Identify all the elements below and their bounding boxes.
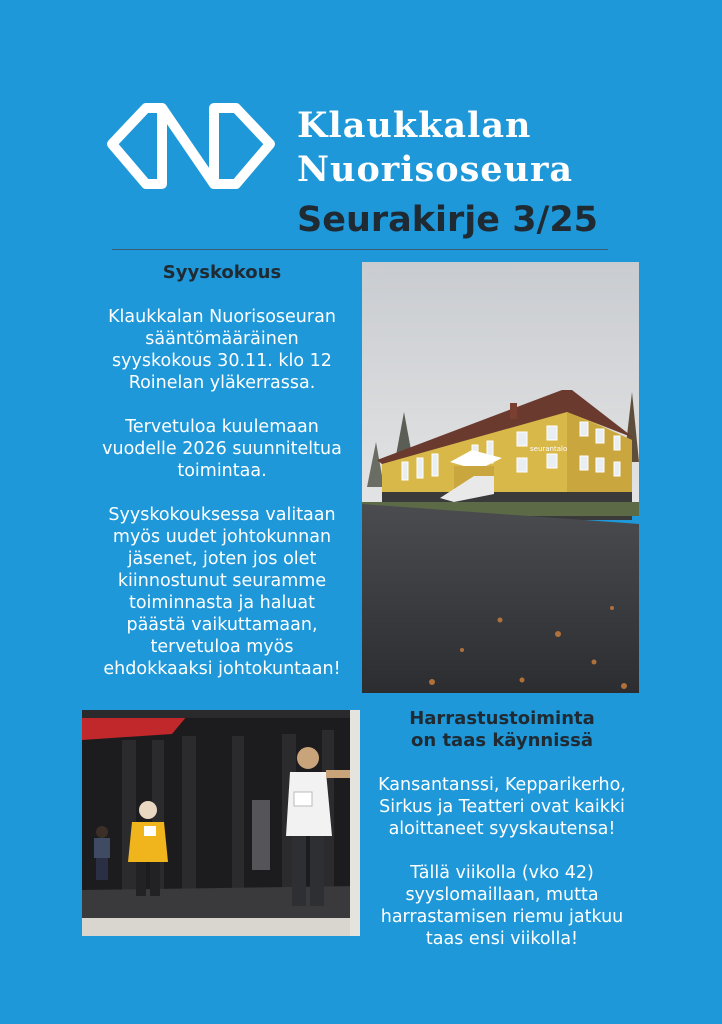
- theatre-photo: [82, 710, 360, 936]
- text-line: Tervetuloa kuulemaan: [125, 417, 319, 437]
- building-photo: [362, 262, 639, 693]
- text-line: harrastamisen riemu jatkuu: [380, 907, 624, 927]
- text-line: myös uudet johtokunnan: [112, 527, 332, 547]
- building-sign: seurantalo: [530, 445, 568, 453]
- org-name-line1: Klaukkalan: [297, 105, 532, 146]
- text-line: taas ensi viikolla!: [425, 929, 579, 949]
- text-line: tervetuloa myös: [150, 637, 294, 657]
- text-line: ehdokkaaksi johtokuntaan!: [103, 659, 341, 679]
- text-line: aloittaneet syyskautensa!: [388, 819, 616, 839]
- text-line: Kansantanssi, Kepparikerho,: [378, 775, 626, 795]
- autumn-meeting-para1: [82, 306, 362, 394]
- text-line: Klaukkalan Nuorisoseuran: [108, 307, 336, 327]
- text-line: kiinnostunut seuramme: [117, 571, 327, 591]
- text-line: Sirkus ja Teatteri ovat kaikki: [379, 797, 625, 817]
- activities-para1: [362, 774, 642, 840]
- newsletter-title: Seurakirje 3/25: [297, 200, 599, 240]
- building-illustration: [362, 262, 639, 693]
- text-line: syyskokous 30.11. klo 12: [112, 351, 332, 371]
- heading-line: Harrastustoiminta: [409, 708, 595, 729]
- text-line: Roinelan yläkerrassa.: [128, 373, 316, 393]
- header-divider: [112, 249, 608, 250]
- autumn-meeting-section: [82, 262, 362, 680]
- heading-line: on taas käynnissä: [411, 730, 593, 751]
- autumn-meeting-heading: Syyskokous: [162, 262, 282, 283]
- text-line: jäsenet, joten jos olet: [127, 549, 317, 569]
- text-line: Syyskokouksessa valitaan: [108, 505, 336, 525]
- activities-heading: [362, 708, 642, 752]
- activities-para2: [362, 862, 642, 950]
- klaukkala-logo-icon: [106, 100, 276, 192]
- text-line: syyslomaillaan, mutta: [405, 885, 599, 905]
- org-name: [297, 104, 697, 192]
- activities-section: [362, 708, 642, 950]
- text-line: toiminnasta ja haluat: [128, 593, 315, 613]
- autumn-meeting-para2: [82, 416, 362, 482]
- text-line: Tällä viikolla (vko 42): [410, 863, 594, 883]
- text-line: toimintaa.: [177, 461, 267, 481]
- autumn-meeting-para3: [82, 504, 362, 680]
- text-line: vuodelle 2026 suunniteltua: [102, 439, 342, 459]
- org-name-line2: Nuorisoseura: [297, 149, 574, 190]
- text-line: päästä vaikuttamaan,: [126, 615, 318, 635]
- text-line: sääntömääräinen: [145, 329, 299, 349]
- theatre-illustration: [82, 710, 360, 936]
